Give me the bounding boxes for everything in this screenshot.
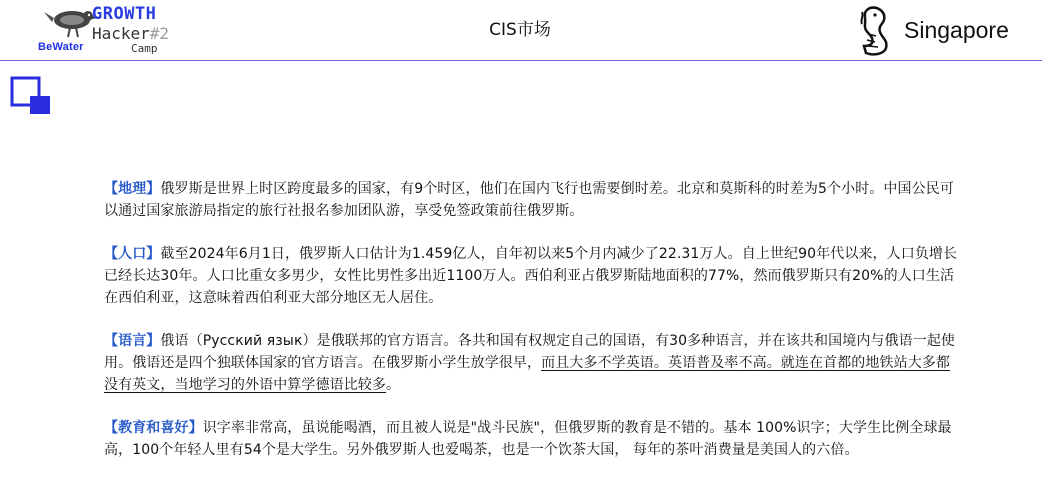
square-corner-icon (10, 76, 52, 116)
page-title: CIS市场 (489, 20, 551, 40)
logo-hacker-text: Hacker#2 (92, 24, 170, 43)
section-education (104, 417, 964, 461)
section-population (104, 243, 964, 309)
section-tag: 【地理】 (104, 181, 161, 197)
section-language (104, 330, 964, 396)
section-tag: 【人口】 (104, 246, 161, 262)
header-bar (0, 0, 1042, 61)
singapore-logo (856, 6, 1036, 56)
logo-hacker-number: #2 (149, 24, 170, 43)
logo-growth-text: GROWTH (92, 4, 157, 24)
section-tag: 【教育和喜好】 (104, 420, 203, 436)
section-text: 截至2024年6月1日，俄罗斯人口估计为1.459亿人，自年初以来5个月内减少了22.31万人。自上世纪90年代以来，人口负增长已经长达30年。人口比重女多男少，女性比男性多出近1100万人。西伯利亚占俄罗斯陆地面积的77%，然而俄罗斯只有20%的人口生活在西伯利亚，这意味着西伯利亚大部分地区无人居住。 (104, 246, 958, 306)
bird-icon (42, 6, 98, 38)
singapore-label: Singapore (904, 17, 1009, 43)
underlined-text: 而且大多不学英语。英语普及率不高。就连在首都的地铁站大多都没有英文，当地学习的外语中算学德语比较多 (104, 355, 951, 393)
section-text: 识字率非常高，虽说能喝酒，而且被人说是"战斗民族"，但俄罗斯的教育是不错的。基本 100%识字；大学生比例全球最高，100个年轻人里有54个是大学生。另外俄罗斯人也爱喝茶，也是一个饮茶大国， 每年的茶叶消费量是美国人的六倍。 (104, 420, 952, 458)
logo-camp-text: Camp (131, 42, 158, 55)
section-text: 俄罗斯是世界上时区跨度最多的国家，有9个时区，他们在国内飞行也需要倒时差。北京和莫斯科的时差为5个小时。中国公民可以通过国家旅游局指定的旅行社报名参加团队游，享受免签政策前往俄罗斯。 (104, 181, 954, 219)
section-text: 俄语（Русский язык）是俄联邦的官方语言。各共和国有权规定自己的国语，有30多种语言，并在该共和国境内与俄语一起使用。俄语还是四个独联体国家的官方语言。在俄罗斯小学生放学很早， (104, 333, 956, 371)
growth-hacker-camp-logo (36, 4, 206, 56)
section-tag: 【语言】 (104, 333, 161, 349)
section-geography (104, 178, 964, 222)
merlion-icon (856, 6, 892, 56)
content-body (104, 178, 964, 482)
section-tail: 。 (386, 377, 401, 393)
bewater-text: BeWater (38, 41, 84, 53)
